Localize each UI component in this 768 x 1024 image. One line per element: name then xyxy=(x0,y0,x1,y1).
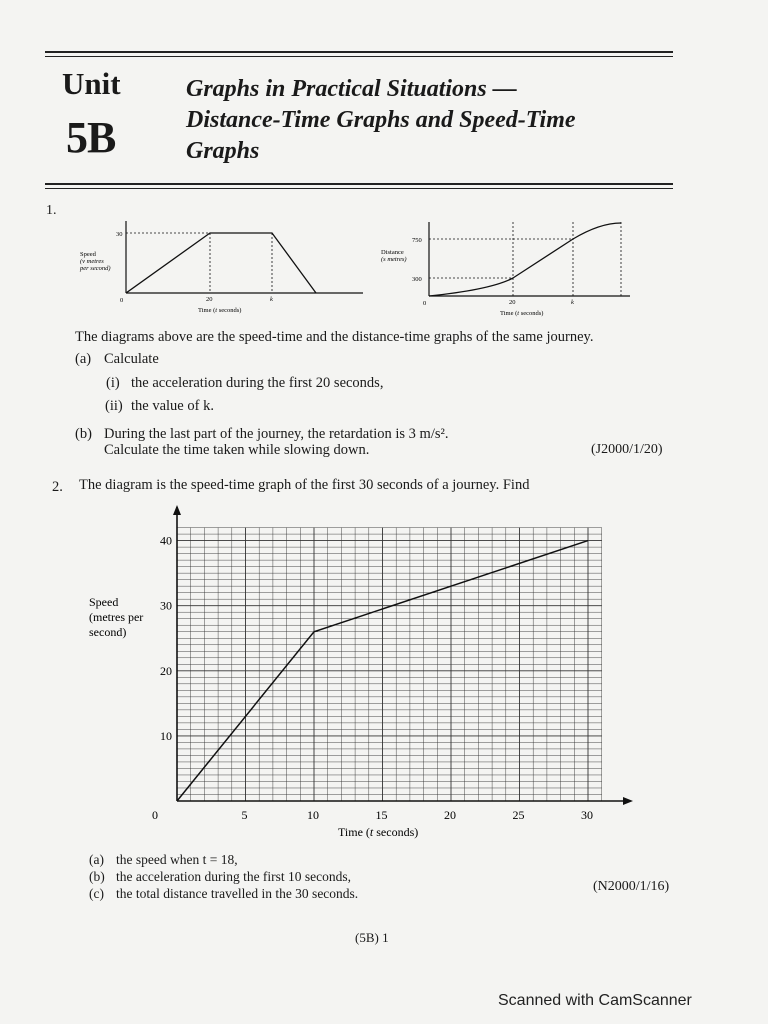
x-tick-label: 5 xyxy=(241,808,248,822)
q1-distance-xtick-0: 0 xyxy=(423,300,427,307)
x-tick-label: 0 xyxy=(152,808,158,822)
q2-reference: (N2000/1/16) xyxy=(593,879,670,894)
q1-speed-ylabel-2: (v metres xyxy=(80,258,104,265)
x-tick-label: 20 xyxy=(444,808,456,822)
q2-c-text: the total distance travelled in the 30 seconds. xyxy=(116,886,359,901)
q2-y-ticks xyxy=(160,534,172,743)
scanner-watermark: Scanned with CamScanner xyxy=(498,992,692,1009)
q2-number: 2. xyxy=(52,479,63,495)
page-title xyxy=(186,74,656,167)
q1-b-line1: During the last part of the journey, the retardation is 3 m/s². xyxy=(104,426,449,442)
q1-speed-time-chart xyxy=(76,217,366,317)
y-tick-label: 30 xyxy=(160,598,172,613)
q2-ylabel-3: second) xyxy=(89,625,127,639)
q1-a-ii-label: (ii) xyxy=(105,398,123,414)
page-label: (5B) 1 xyxy=(355,930,389,945)
unit-code: 5B xyxy=(66,113,116,162)
q1-intro: The diagrams above are the speed-time and the distance-time graphs of the same journey. xyxy=(75,329,594,345)
q1-speed-xlabel: Time (t seconds) xyxy=(198,307,242,314)
title-line-3: Graphs xyxy=(186,138,260,164)
q2-grid xyxy=(177,528,602,801)
header-rule-bottom-thin xyxy=(45,188,673,189)
q2-y-arrow-icon xyxy=(173,505,181,515)
q2-a-label: (a) xyxy=(89,852,104,867)
q1-speed-line xyxy=(126,233,316,293)
q2-c-label: (c) xyxy=(89,886,104,901)
q1-speed-ylabel-3: per second) xyxy=(80,265,111,272)
x-tick-label: 30 xyxy=(581,808,593,822)
q2-b-text: the acceleration during the first 10 seconds, xyxy=(116,869,352,884)
q2-speed-time-chart xyxy=(80,505,640,845)
q1-distance-ytick-750: 750 xyxy=(412,237,422,244)
q1-speed-xtick-20: 20 xyxy=(206,296,213,303)
q1-speed-xtick-0: 0 xyxy=(120,297,124,304)
q1-distance-time-chart xyxy=(378,218,638,320)
q1-a-i-label: (i) xyxy=(106,375,120,391)
q1-distance-xtick-k: k xyxy=(571,299,574,306)
q1-b-label: (b) xyxy=(75,426,92,442)
q1-a-ii-text: the value of k. xyxy=(131,398,214,414)
q1-distance-ylabel-1: Distance xyxy=(381,249,404,256)
q2-a-text: the speed when t = 18, xyxy=(116,852,238,867)
q1-speed-xtick-k: k xyxy=(270,296,273,303)
q2-ylabel-2: (metres per xyxy=(89,610,144,624)
header-rule-top-thin xyxy=(45,56,673,57)
q1-a-label: (a) xyxy=(75,351,92,367)
q2-x-arrow-icon xyxy=(623,797,633,805)
title-line-2: Distance-Time Graphs and Speed-Time xyxy=(186,107,576,133)
x-tick-label: 25 xyxy=(512,808,525,822)
y-tick-label: 40 xyxy=(160,533,172,548)
unit-word: Unit xyxy=(62,66,121,101)
q1-number: 1. xyxy=(46,203,57,218)
x-tick-label: 15 xyxy=(375,808,388,822)
q2-b-label: (b) xyxy=(89,869,105,884)
q1-distance-ylabel-2: (s metres) xyxy=(381,256,407,263)
q1-b-line2: Calculate the time taken while slowing down. xyxy=(104,442,370,458)
q2-ylabel-1: Speed xyxy=(89,595,119,609)
q1-reference: (J2000/1/20) xyxy=(591,442,663,457)
q2-xlabel: Time (t seconds) xyxy=(338,825,419,839)
q1-a-i-text: the acceleration during the first 20 seconds, xyxy=(131,375,384,391)
q1-speed-ytick-30: 30 xyxy=(116,231,123,238)
q2-x-ticks xyxy=(152,808,593,822)
y-tick-label: 10 xyxy=(160,728,172,743)
x-tick-label: 10 xyxy=(307,808,319,822)
header-rule-top xyxy=(45,51,673,53)
q1-distance-curve xyxy=(429,223,621,296)
header-rule-bottom xyxy=(45,183,673,185)
q1-distance-xtick-20: 20 xyxy=(509,299,516,306)
title-line-1: Graphs in Practical Situations — xyxy=(186,76,517,102)
q2-intro: The diagram is the speed-time graph of the first 30 seconds of a journey. Find xyxy=(79,477,530,493)
q1-speed-ylabel-1: Speed xyxy=(80,251,96,258)
y-tick-label: 20 xyxy=(160,663,172,678)
q1-a-text: Calculate xyxy=(104,351,159,367)
q1-distance-ytick-300: 300 xyxy=(412,276,422,283)
q1-distance-xlabel: Time (t seconds) xyxy=(500,310,544,317)
